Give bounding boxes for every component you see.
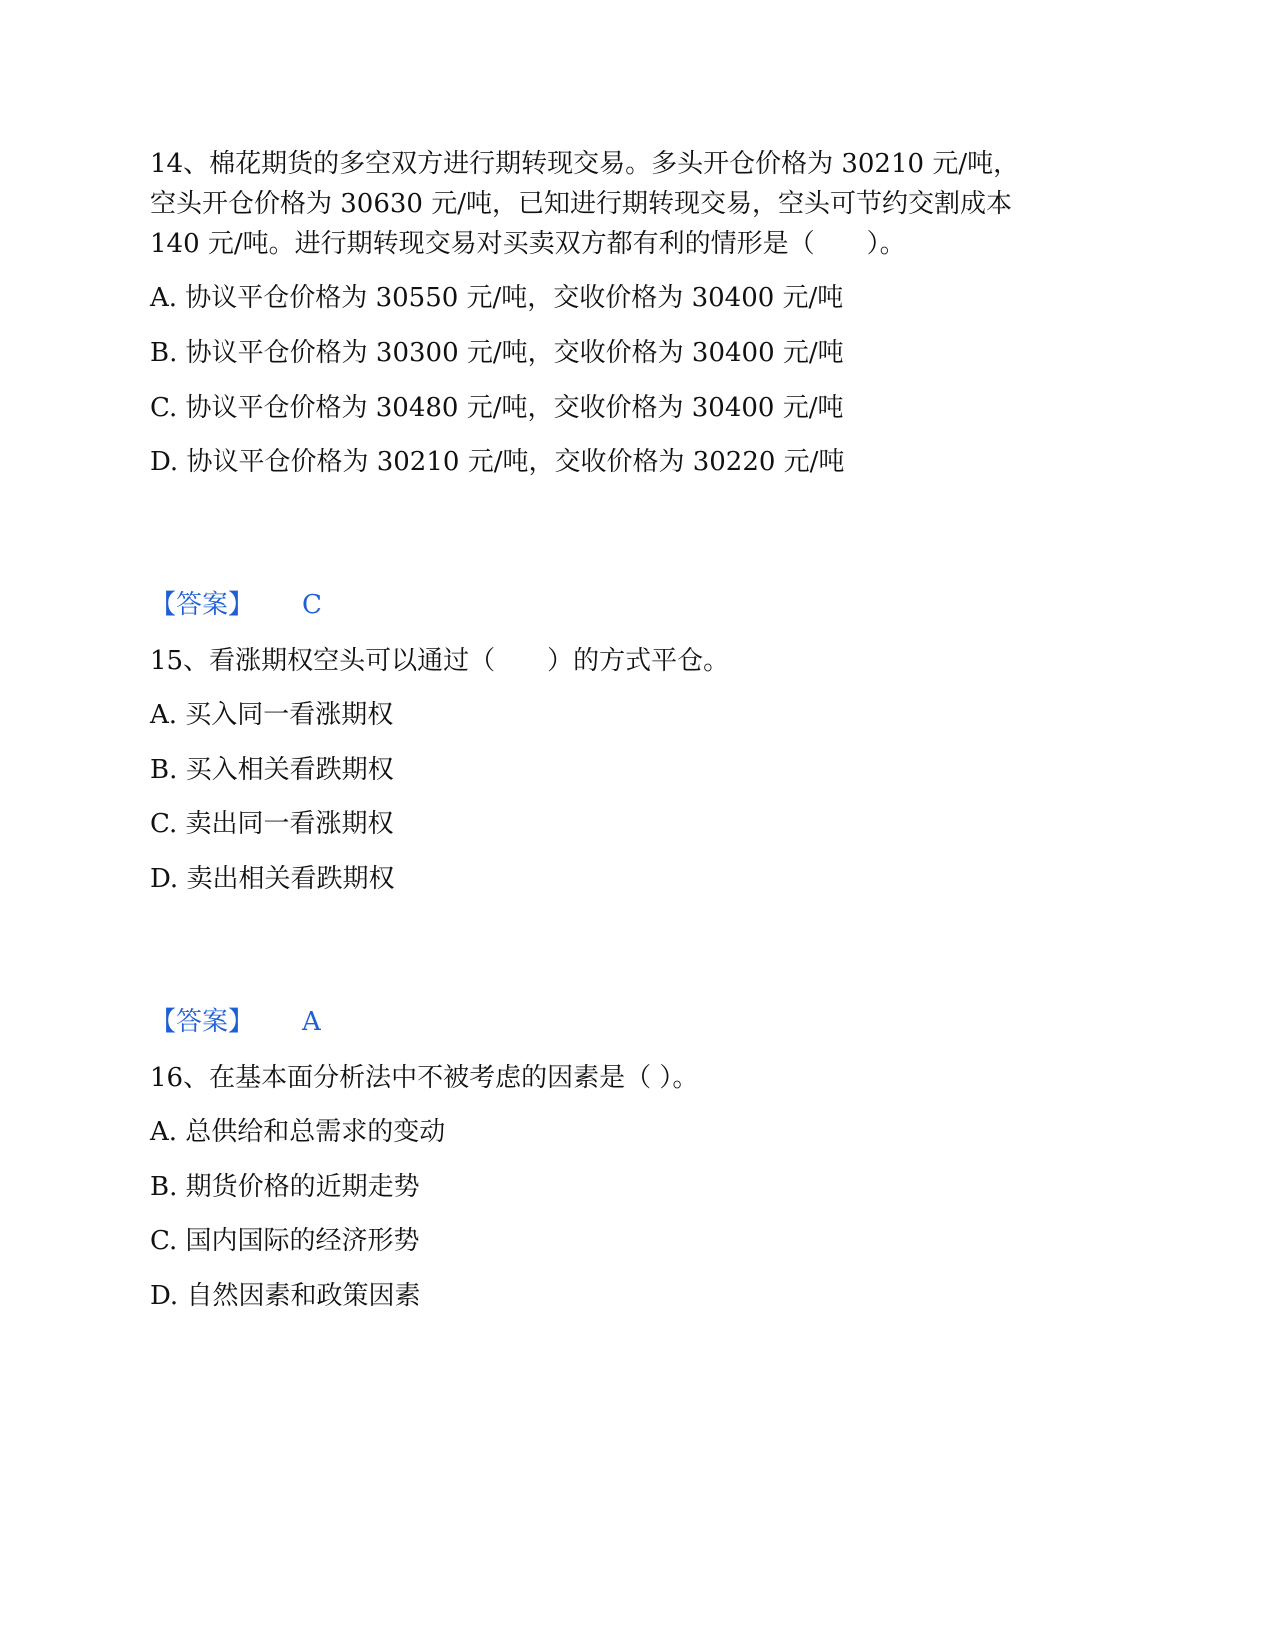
answer-value: A: [302, 1007, 321, 1037]
q14-option-c: C. 协议平仓价格为 30480 元/吨，交收价格为 30400 元/吨: [150, 393, 844, 423]
q15-option-c: C. 卖出同一看涨期权: [150, 809, 394, 839]
q15-option-a: A. 买入同一看涨期权: [150, 700, 394, 730]
q14-answer: [150, 585, 322, 625]
q14-stem-line-3: 140 元/吨。进行期转现交易对买卖双方都有利的情形是（ ）。: [150, 229, 906, 259]
answer-label: 【答案】: [150, 590, 255, 620]
q14-option-b: B. 协议平仓价格为 30300 元/吨，交收价格为 30400 元/吨: [150, 338, 844, 368]
q14-option-d: D. 协议平仓价格为 30210 元/吨，交收价格为 30220 元/吨: [150, 447, 845, 477]
q15-answer: [150, 1002, 321, 1042]
q16-option-c: C. 国内国际的经济形势: [150, 1226, 420, 1256]
q15-option-d: D. 卖出相关看跌期权: [150, 864, 395, 894]
q14-option-a: A. 协议平仓价格为 30550 元/吨，交收价格为 30400 元/吨: [150, 283, 844, 313]
q14-stem-line-2: 空头开仓价格为 30630 元/吨，已知进行期转现交易，空头可节约交割成本: [150, 189, 1012, 219]
q16-option-a: A. 总供给和总需求的变动: [150, 1117, 446, 1147]
answer-value: C: [302, 590, 322, 620]
answer-label: 【答案】: [150, 1007, 255, 1037]
q15-stem-line-1: 15、看涨期权空头可以通过（ ）的方式平仓。: [150, 646, 730, 676]
q15-option-b: B. 买入相关看跌期权: [150, 755, 394, 785]
q16-stem-line-1: 16、在基本面分析法中不被考虑的因素是（ ）。: [150, 1063, 699, 1093]
q16-option-d: D. 自然因素和政策因素: [150, 1281, 421, 1311]
q16-option-b: B. 期货价格的近期走势: [150, 1172, 420, 1202]
q14-stem-line-1: 14、棉花期货的多空双方进行期转现交易。多头开仓价格为 30210 元/吨，: [150, 149, 1020, 179]
